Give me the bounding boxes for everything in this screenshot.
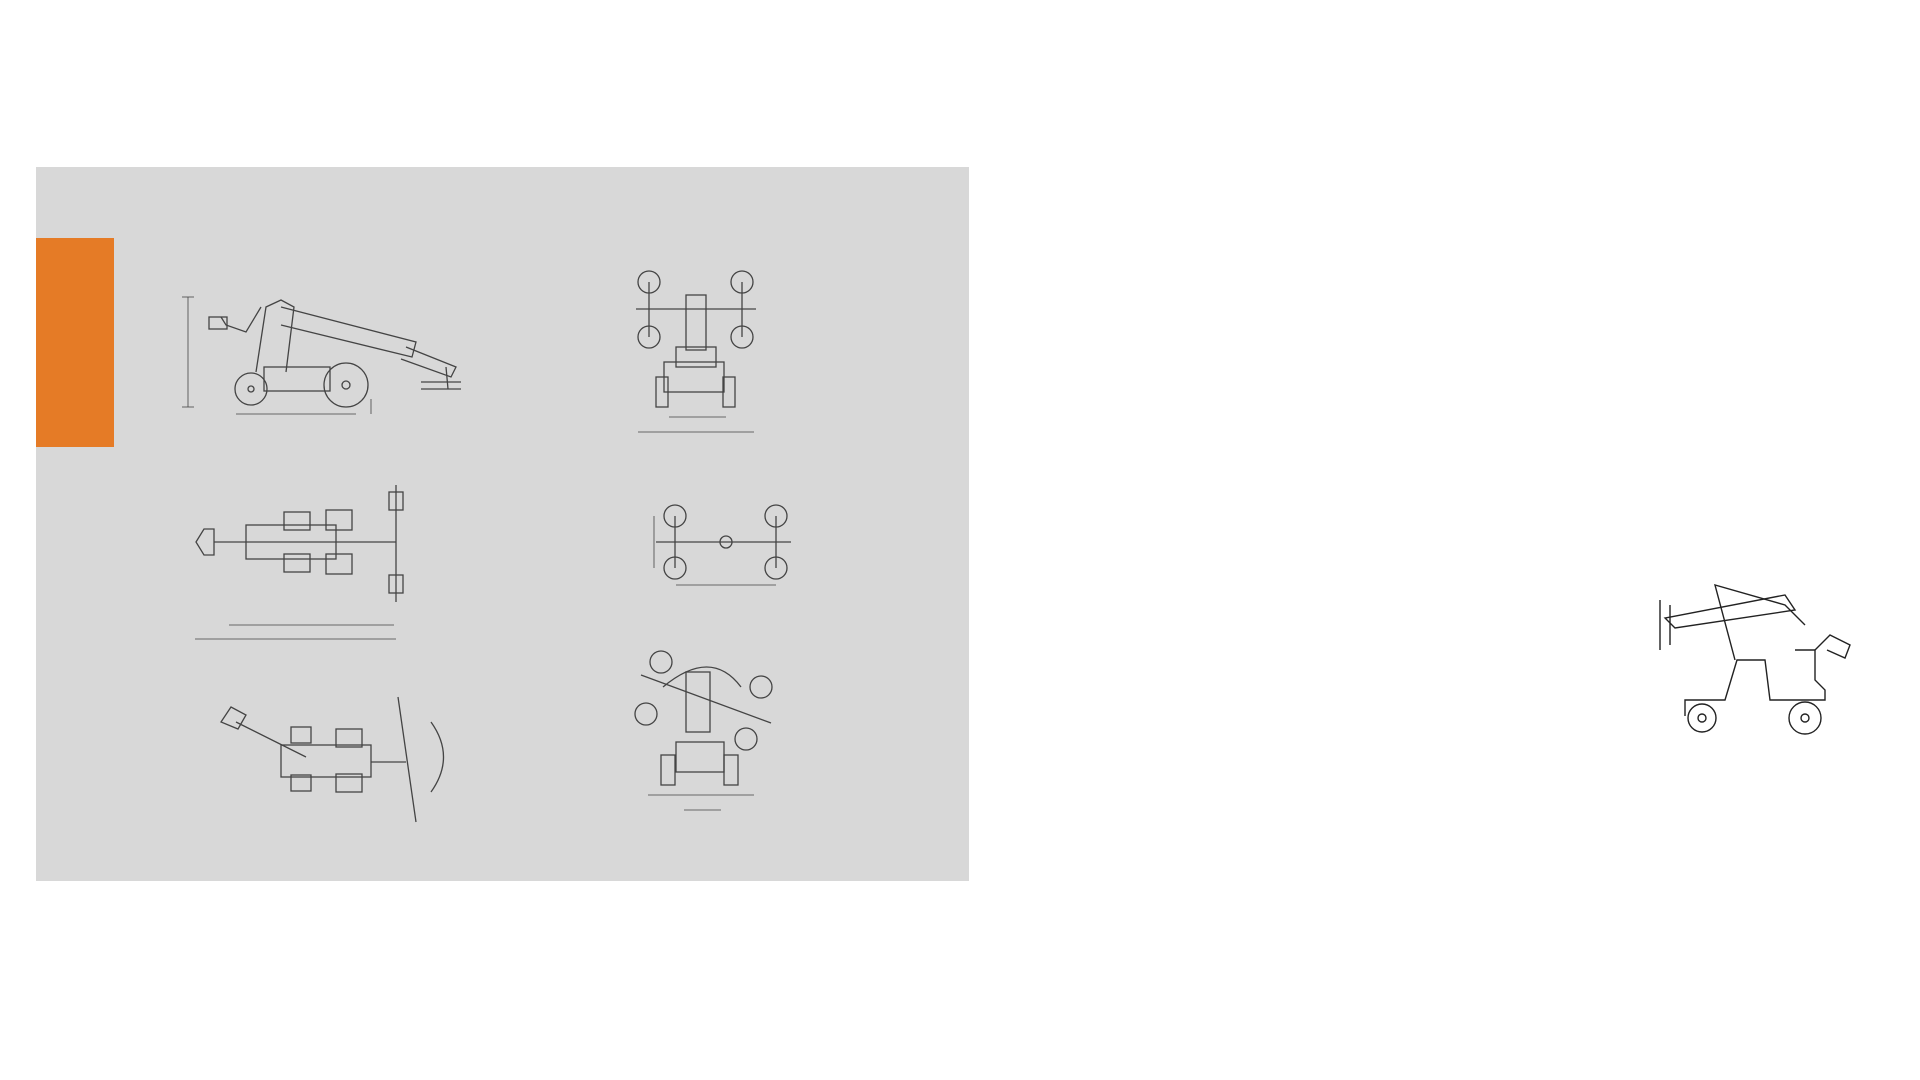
side-view-drawing <box>182 297 461 414</box>
front-view-drawing <box>636 271 756 432</box>
dimension-drawings <box>36 167 969 881</box>
lift-diagram <box>1465 360 1885 790</box>
rotation-view-drawing <box>221 697 444 822</box>
suction-frame-drawing <box>654 505 791 585</box>
lifter-machine-drawing <box>1660 585 1850 734</box>
rotation-front-drawing <box>635 651 772 810</box>
top-view-drawing <box>195 485 403 639</box>
